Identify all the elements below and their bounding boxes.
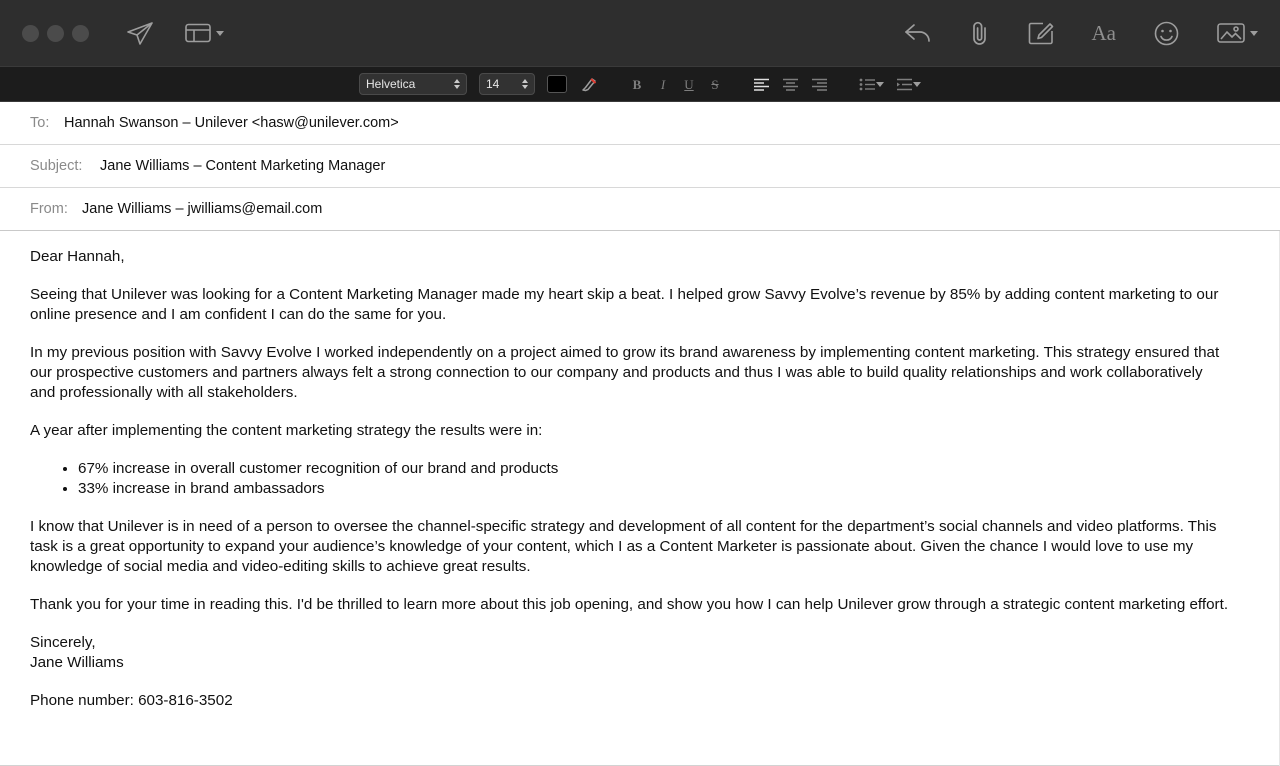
body-bullet-list	[30, 459, 1249, 499]
chevron-down-icon	[913, 82, 921, 87]
from-field-row[interactable]	[0, 188, 1280, 231]
format-text-icon[interactable]: Aa	[1091, 20, 1116, 45]
align-center-button[interactable]	[782, 73, 799, 95]
toolbar-right	[904, 20, 1259, 46]
minimize-button[interactable]	[47, 25, 64, 42]
header-fields	[0, 102, 1280, 231]
body-phone: Phone number: 603-816-3502	[30, 692, 233, 709]
reply-icon[interactable]	[904, 22, 932, 44]
italic-button[interactable]: I	[660, 76, 666, 92]
underline-button[interactable]: U	[684, 76, 694, 92]
font-size-select[interactable]	[479, 73, 535, 95]
body-paragraph-2: In my previous position with Savvy Evolve I worked independently on a project aimed to grow its brand awareness by implementing content marketing. This strategy ensured that our prospective customers and partners always felt a strong connection to our company and products and thus I was able to build quality relationships and work collaboratively and professionally with all stakeholders.	[30, 344, 1220, 401]
toolbar-left	[125, 20, 224, 46]
window-controls[interactable]	[22, 25, 89, 42]
strikethrough-button[interactable]: S	[711, 76, 719, 92]
from-label: From:	[30, 201, 68, 217]
subject-label: Subject:	[30, 158, 83, 174]
subject-value[interactable]: Jane Williams – Content Marketing Manager	[100, 158, 386, 174]
from-value[interactable]: Jane Williams – jwilliams@email.com	[82, 201, 323, 217]
bold-button[interactable]: B	[632, 76, 642, 92]
to-label: To:	[30, 115, 50, 131]
body-paragraph-5: Thank you for your time in reading this. I'd be thrilled to learn more about this job opening, and show you how I can help Unilever grow through a strategic content marketing effort.	[30, 596, 1229, 613]
chevron-down-icon	[876, 82, 884, 87]
to-field-row[interactable]	[0, 102, 1280, 145]
emoji-icon[interactable]	[1154, 21, 1179, 46]
font-size-stepper-icon[interactable]	[522, 79, 528, 89]
subject-field-row[interactable]	[0, 145, 1280, 188]
photo-browser-icon[interactable]	[1217, 22, 1258, 44]
font-family-stepper-icon[interactable]	[454, 79, 460, 89]
chevron-down-icon	[216, 31, 224, 36]
markup-icon[interactable]	[1028, 21, 1054, 45]
title-bar	[0, 0, 1280, 66]
list-style-button[interactable]	[859, 73, 884, 95]
attachment-icon[interactable]	[970, 20, 990, 46]
font-family-select[interactable]	[359, 73, 467, 95]
body-signoff: Sincerely,	[30, 634, 96, 651]
body-paragraph-4: I know that Unilever is in need of a person to oversee the channel-specific strategy and development of all content for the department’s social channels and video platforms. This task is a great opportunity to expand your audience’s knowledge of your content, which I as a Content Marketer is passionate about. Given the chance I would love to use my knowledge of social media and video-editing skills to achieve great results.	[30, 518, 1217, 575]
highlight-color-icon[interactable]	[579, 73, 599, 95]
close-button[interactable]	[22, 25, 39, 42]
zoom-button[interactable]	[72, 25, 89, 42]
align-left-button[interactable]	[753, 73, 770, 95]
body-paragraph-3: A year after implementing the content marketing strategy the results were in:	[30, 422, 543, 439]
send-icon[interactable]	[125, 20, 155, 46]
list-item: • 33% increase in brand ambassadors	[78, 479, 1249, 499]
body-paragraph-1: Seeing that Unilever was looking for a Content Marketing Manager made my heart skip a beat. I helped grow Savvy Evolve’s revenue by 85% by adding content marketing to our online presence and I am confident I can do the same for you.	[30, 286, 1219, 323]
chevron-down-icon	[1250, 31, 1258, 36]
align-right-button[interactable]	[811, 73, 828, 95]
text-color-swatch[interactable]	[547, 75, 567, 93]
message-body-area[interactable]	[0, 231, 1280, 766]
list-item: • 67% increase in overall customer recognition of our brand and products	[78, 459, 1249, 479]
font-size-value: 14	[486, 77, 500, 91]
to-value[interactable]: Hannah Swanson – Unilever <hasw@unilever.com>	[64, 115, 399, 131]
body-signature-name: Jane Williams	[30, 654, 124, 671]
indent-button[interactable]	[896, 73, 921, 95]
message-body[interactable]	[30, 247, 1249, 711]
format-bar	[0, 66, 1280, 102]
header-fields-icon[interactable]	[185, 23, 224, 43]
body-greeting: Dear Hannah,	[30, 248, 125, 265]
font-family-value: Helvetica	[366, 77, 416, 91]
